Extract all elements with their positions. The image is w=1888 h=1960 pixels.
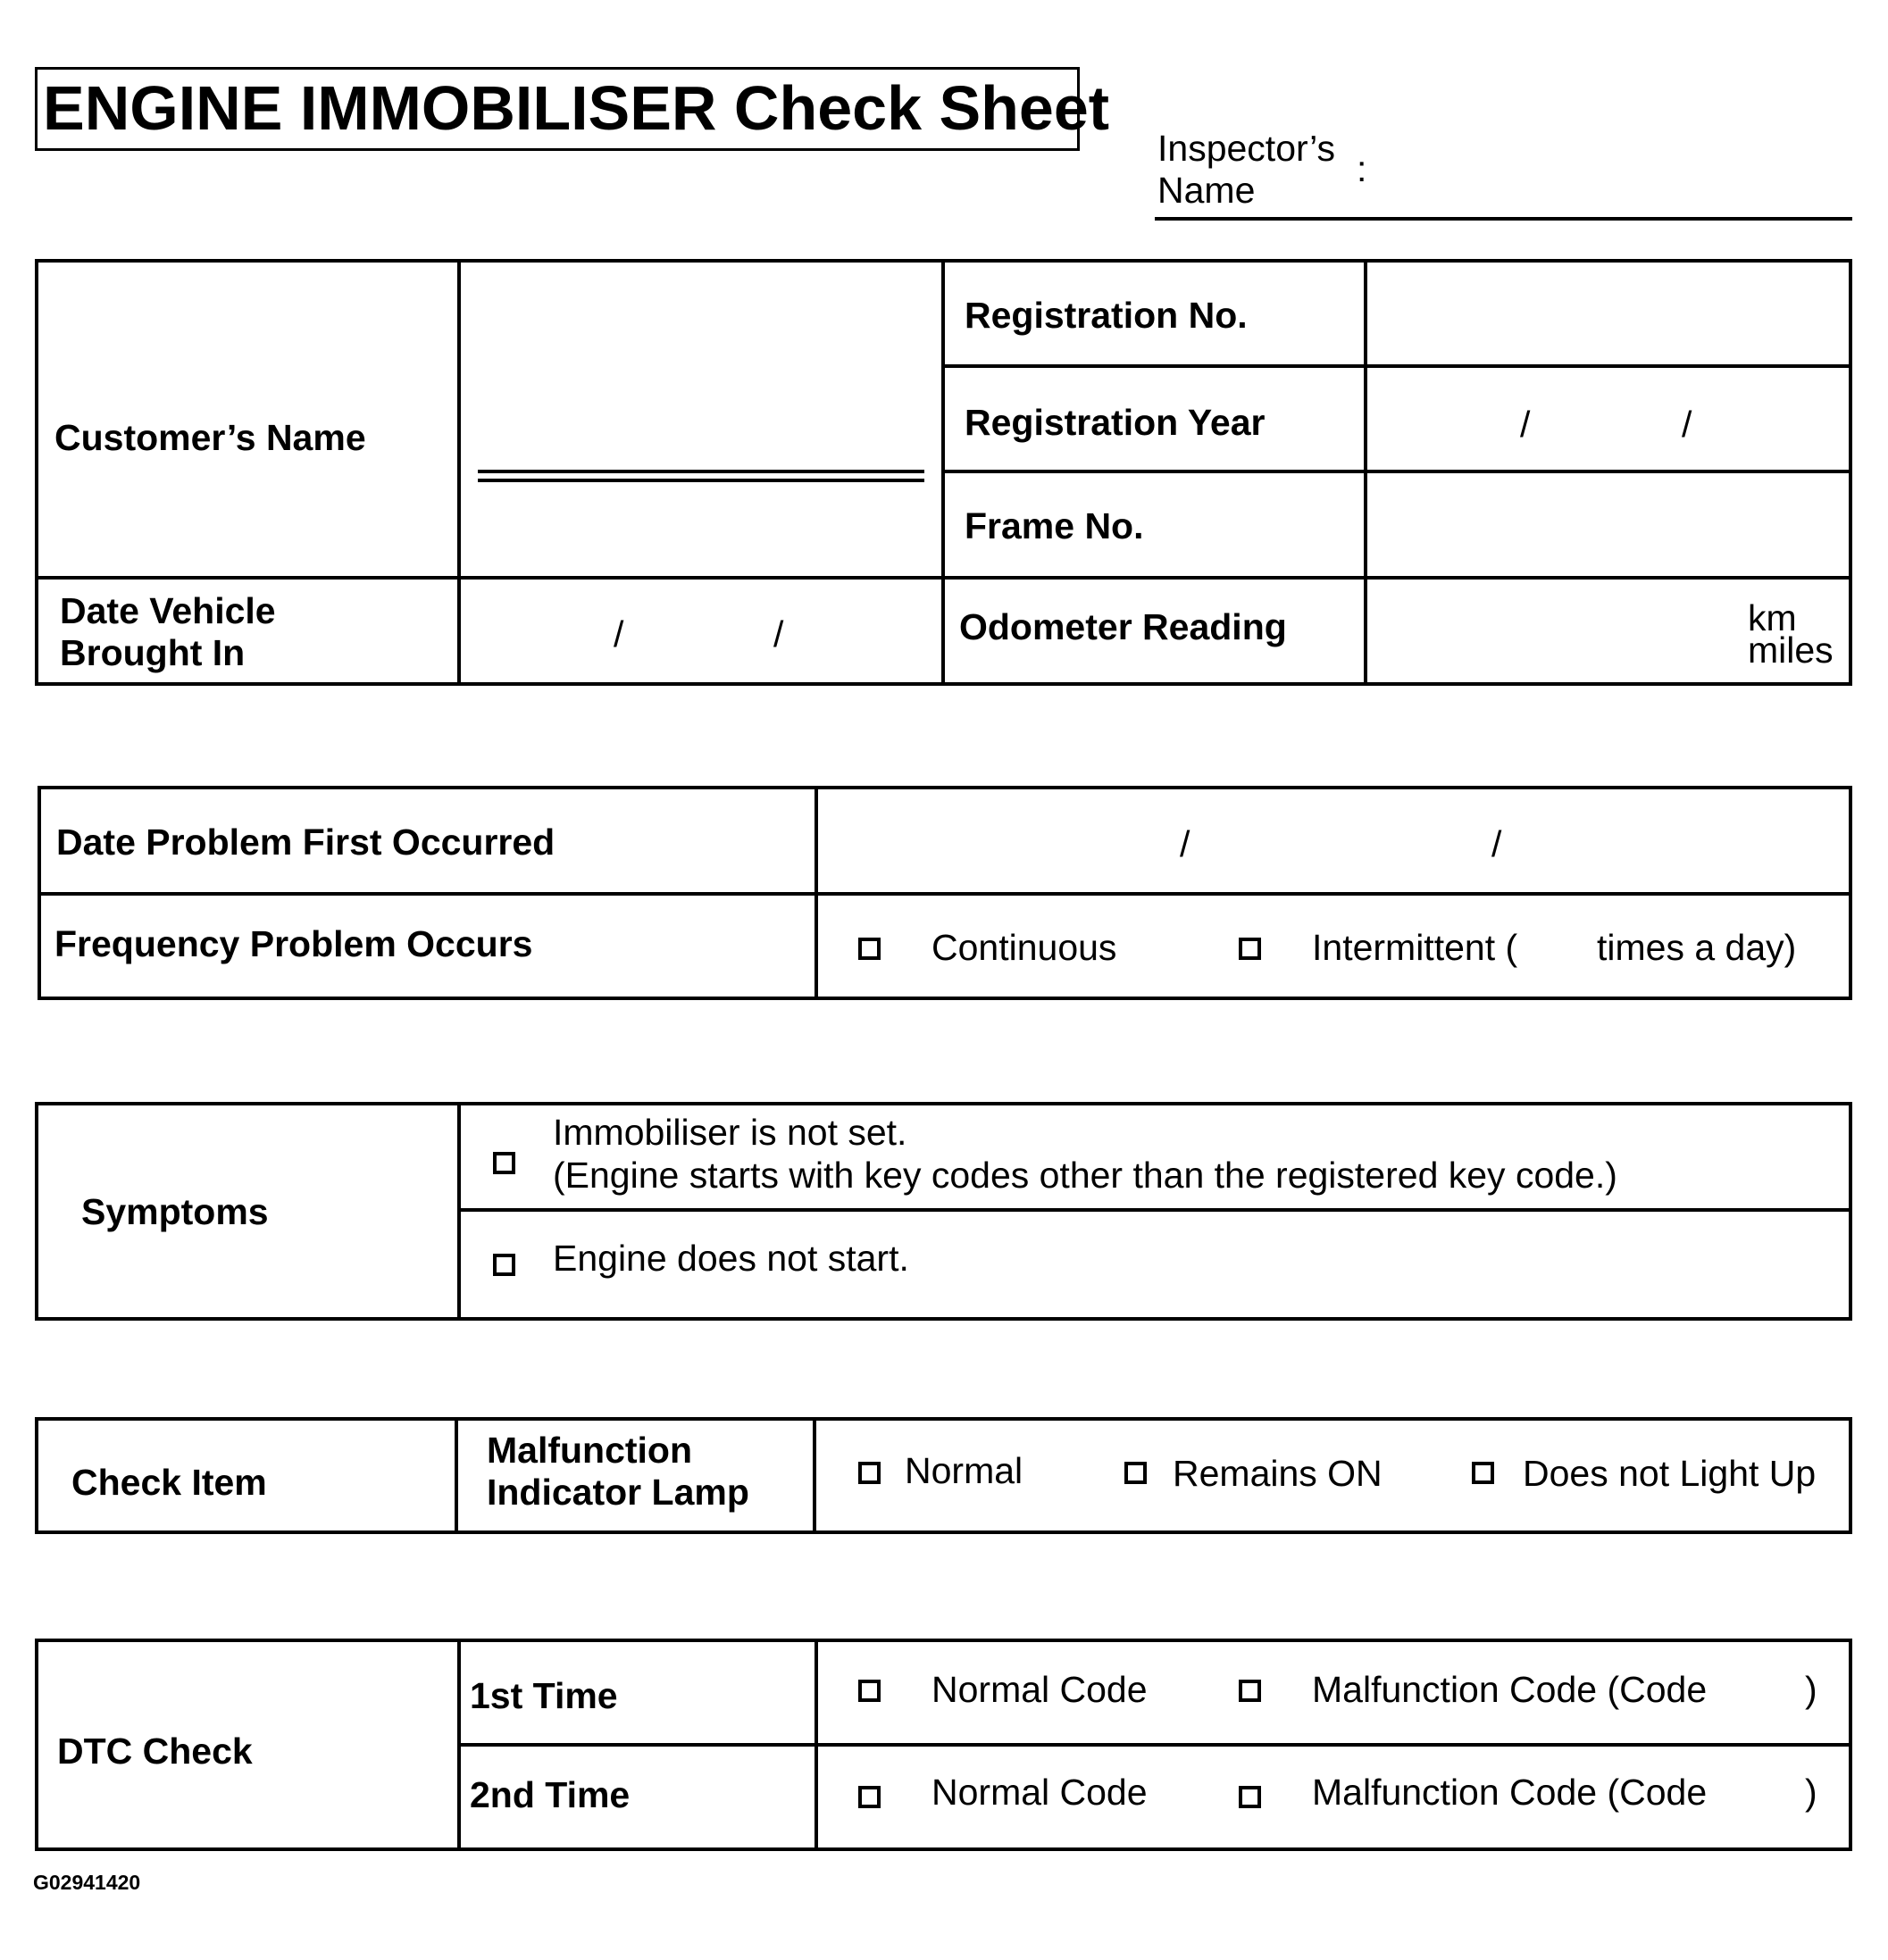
mil-normal-label: Normal <box>905 1450 1023 1491</box>
dtc-second-normal-checkbox[interactable] <box>858 1786 881 1808</box>
mil-remains-on-checkbox[interactable] <box>1124 1462 1147 1484</box>
inspector-colon: : <box>1357 148 1367 189</box>
symptom-option2: Engine does not start. <box>553 1238 909 1279</box>
immobiliser-not-set-checkbox[interactable] <box>493 1152 515 1174</box>
inspector-label-line1: Inspector’s <box>1157 128 1336 169</box>
mil-not-light-checkbox[interactable] <box>1472 1462 1494 1484</box>
divider <box>813 1417 816 1534</box>
dtc-second-close-paren: ) <box>1805 1772 1817 1813</box>
continuous-option-label: Continuous <box>931 927 1117 968</box>
dtc-first-time-label: 1st Time <box>470 1675 618 1716</box>
dtc-first-normal-label: Normal Code <box>931 1669 1148 1710</box>
frame-no-label: Frame No. <box>965 505 1144 546</box>
odometer-unit-km: km <box>1748 597 1797 638</box>
inspector-name-field[interactable] <box>1155 217 1852 221</box>
figure-id: G02941420 <box>33 1871 141 1894</box>
registration-no-field[interactable] <box>1367 263 1849 364</box>
dtc-second-time-label: 2nd Time <box>470 1774 631 1815</box>
mil-label-line1: Malfunction <box>487 1430 693 1471</box>
dtc-first-normal-checkbox[interactable] <box>858 1680 881 1702</box>
check-item-label: Check Item <box>71 1462 267 1503</box>
mil-label-line2: Indicator Lamp <box>487 1472 749 1513</box>
divider <box>35 576 1852 580</box>
date-separator: / <box>1180 823 1190 864</box>
date-brought-in-label-line1: Date Vehicle <box>60 590 276 631</box>
divider <box>457 1208 1852 1212</box>
dtc-check-label: DTC Check <box>57 1731 253 1772</box>
customer-name-field-line[interactable] <box>478 470 924 473</box>
intermittent-checkbox[interactable] <box>1239 938 1261 960</box>
frame-no-field[interactable] <box>1367 473 1849 576</box>
divider <box>457 259 461 686</box>
engine-not-start-checkbox[interactable] <box>493 1254 515 1276</box>
mil-not-light-label: Does not Light Up <box>1523 1453 1817 1494</box>
page-title: ENGINE IMMOBILISER Check Sheet <box>43 73 1110 143</box>
continuous-checkbox[interactable] <box>858 938 881 960</box>
frequency-label: Frequency Problem Occurs <box>54 923 533 964</box>
intermittent-times-label: times a day) <box>1597 927 1797 968</box>
date-brought-in-label-line2: Brought In <box>60 632 246 673</box>
dtc-second-malfunction-label: Malfunction Code (Code <box>1312 1772 1708 1813</box>
dtc-second-normal-label: Normal Code <box>931 1772 1148 1813</box>
divider <box>38 892 1852 896</box>
customer-name-label: Customer’s Name <box>54 417 366 458</box>
dtc-first-malfunction-label: Malfunction Code (Code <box>1312 1669 1708 1710</box>
symptom-option1-line1: Immobiliser is not set. <box>553 1112 907 1153</box>
date-separator: / <box>614 613 624 655</box>
date-separator: / <box>1682 404 1692 445</box>
dtc-first-close-paren: ) <box>1805 1669 1817 1710</box>
dtc-first-malfunction-checkbox[interactable] <box>1239 1680 1261 1702</box>
odometer-unit-miles: miles <box>1748 630 1834 671</box>
inspector-label-line2: Name <box>1157 170 1256 211</box>
symptoms-label: Symptoms <box>81 1191 269 1232</box>
mil-remains-on-label: Remains ON <box>1173 1453 1383 1494</box>
divider <box>941 364 1852 368</box>
customer-name-field-line <box>478 479 924 482</box>
date-separator: / <box>773 613 784 655</box>
registration-year-label: Registration Year <box>965 402 1266 443</box>
registration-no-label: Registration No. <box>965 295 1248 336</box>
intermittent-option-label: Intermittent ( <box>1312 927 1518 968</box>
date-separator: / <box>1520 404 1531 445</box>
dtc-second-malfunction-checkbox[interactable] <box>1239 1786 1261 1808</box>
divider <box>455 1417 458 1534</box>
divider <box>457 1743 1852 1747</box>
mil-normal-checkbox[interactable] <box>858 1462 881 1484</box>
date-separator: / <box>1491 823 1502 864</box>
symptom-option1-line2: (Engine starts with key codes other than the registered key code.) <box>553 1155 1617 1196</box>
odometer-label: Odometer Reading <box>959 606 1287 647</box>
date-first-occurred-label: Date Problem First Occurred <box>56 822 556 863</box>
